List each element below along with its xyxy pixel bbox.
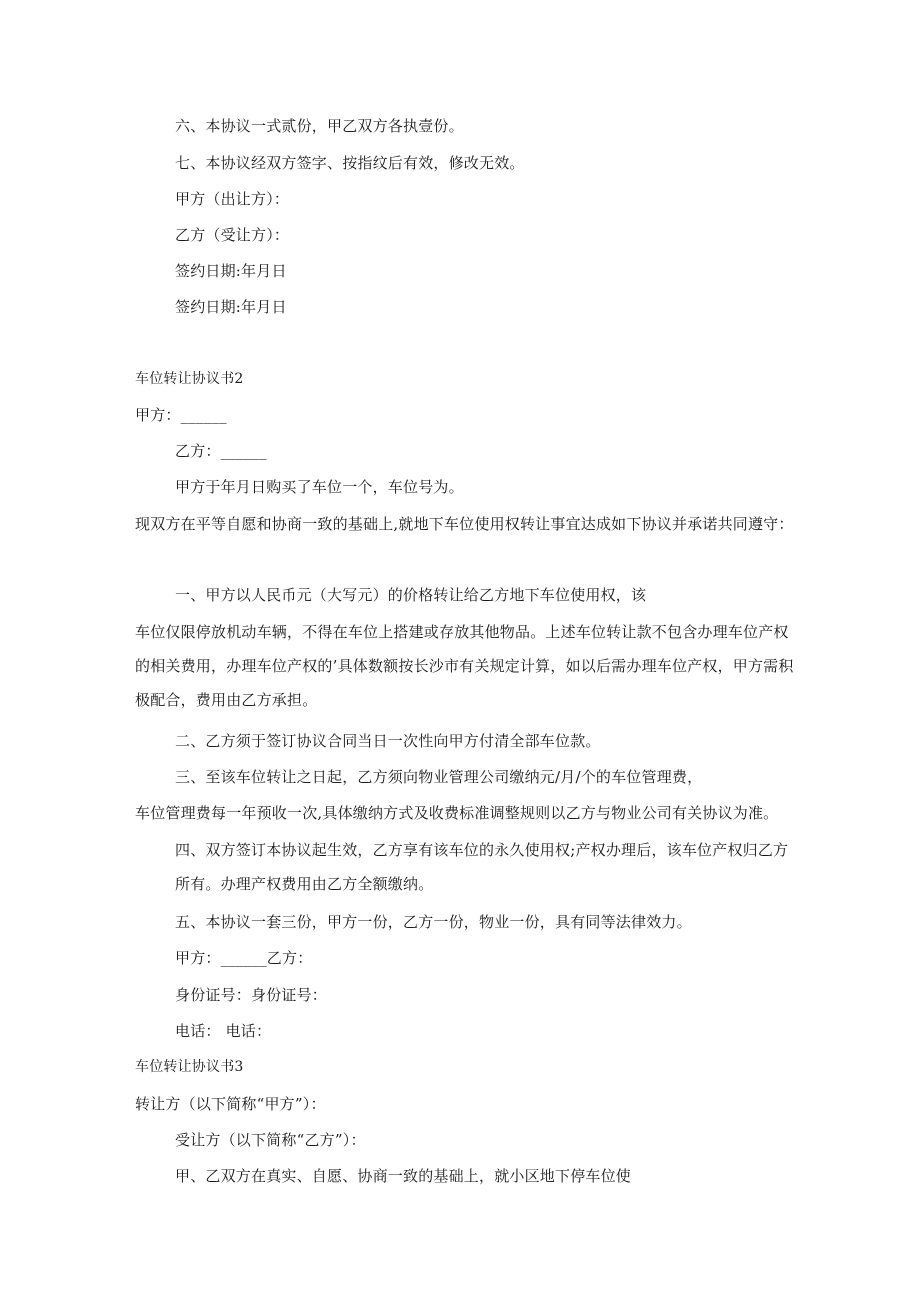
clause-6: 六、本协议一式贰份，甲乙双方各执壹份。 — [175, 117, 464, 135]
agreement-3-title: 车位转让协议书3 — [135, 1059, 244, 1075]
agreement-3-intro: 甲、乙双方在真实、自愿、协商一致的基础上，就小区地下停车位使 — [175, 1167, 632, 1185]
clause-7: 七、本协议经双方签字、按指纹后有效，修改无效。 — [175, 154, 525, 172]
agreement-2-clause-5: 五、本协议一套三份，甲方一份，乙方一份，物业一份，具有同等法律效力。 — [175, 913, 692, 931]
agreement-2-clause-1-rest: 车位仅限停放机动车辆，不得在车位上搭建或存放其他物品。上述车位转让款不包含办理车位产权的相关费用，办理车位产权的’具体数额按长沙市有关规定计算，如以后需办理车位产权，甲方需积极配合，费用由乙方承担。 — [135, 623, 794, 709]
agreement-2-party-b: 乙方：______ — [175, 442, 267, 460]
agreement-2-clause-4: 四、双方签订本协议起生效，乙方享有该车位的永久使用权;产权办理后，该车位产权归乙方所有。办理产权费用由乙方全额缴纳。 — [175, 841, 789, 893]
agreement-2-title: 车位转让协议书2 — [135, 371, 244, 387]
agreement-2-party-a: 甲方：______ — [135, 406, 227, 424]
agreement-2-intro: 甲方于年月日购买了车位一个，车位号为。 — [175, 478, 464, 496]
agreement-2-clause-1-first: 一、甲方以人民币元（大写元）的价格转让给乙方地下车位使用权，该 — [175, 586, 647, 604]
party-a-label: 甲方（出让方）： — [175, 190, 290, 208]
agreement-2-clause-2: 二、乙方须于签订协议合同当日一次性向甲方付清全部车位款。 — [175, 732, 601, 750]
sign-date-2: 签约日期:年月日 — [175, 298, 287, 316]
agreement-3-transferor: 转让方（以下简称“甲方”）： — [135, 1095, 326, 1113]
agreement-2-preamble: 现双方在平等自愿和协商一致的基础上,就地下车位使用权转让事宜达成如下协议并承诺共同遵守： — [135, 515, 794, 533]
agreement-3-transferee: 受让方（以下简称“乙方”）： — [175, 1131, 366, 1149]
agreement-2-sign-parties: 甲方：______乙方： — [175, 949, 313, 967]
agreement-2-clause-3-first: 三、至该车位转让之日起，乙方须向物业管理公司缴纳元/月/个的车位管理费， — [175, 768, 703, 786]
sign-date-1: 签约日期:年月日 — [175, 262, 287, 280]
agreement-2-sign-id: 身份证号：身份证号： — [175, 986, 328, 1004]
party-b-label: 乙方（受让方）： — [175, 226, 290, 244]
agreement-2-clause-3-rest: 车位管理费每一年预收一次,具体缴纳方式及收费标准调整规则以乙方与物业公司有关协议为准。 — [135, 804, 779, 822]
agreement-2-sign-phone: 电话： 电话： — [175, 1022, 272, 1040]
